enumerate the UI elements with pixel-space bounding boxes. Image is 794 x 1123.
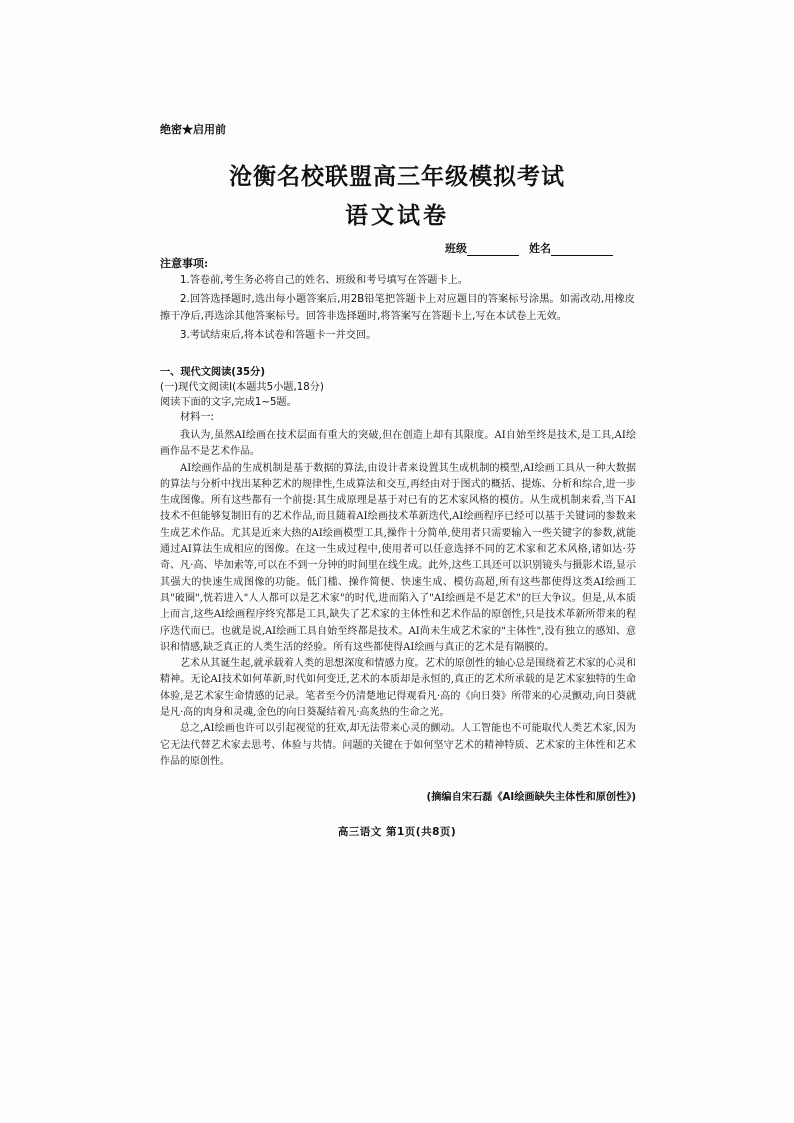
reading-passage (160, 428, 636, 770)
passage-paragraph: 艺术从其诞生起,就承载着人类的思想深度和情感力度。艺术的原创性的轴心总是围绕着艺术家的心灵和精神。无论AI技术如何革新,时代如何变迁,艺术的本质却是永恒的,真正的艺术所承载的是艺术家独特的生命体验,是艺术家生命情感的记录。笔者至今仍清楚地记得观看凡·高的《向日葵》所带来的心灵颤动,向日葵就是凡·高的肉身和灵魂,金色的向日葵凝结着凡·高炙热的生命之光。 (160, 658, 636, 719)
class-field (445, 240, 519, 256)
exam-title: 沧衡名校联盟高三年级模拟考试 (229, 163, 565, 190)
reading-section (160, 365, 635, 425)
passage-paragraph: AI绘画作品的生成机制是基于数据的算法,由设计者来设置其生成机制的模型,AI绘画工具从一种大数据的算法与分析中找出某种艺术的规律性,生成算法和交互,再经由对于图式的概括、提炼、分析和综合,进一步生成图像。所有这些都有一个前提:其生成原理是基于对已有的艺术家风格的模仿。从生成机制来看,当下AI技术不但能够复制旧有的艺术作品,而且随着AI绘画技术革新迭代,AI绘画程序已经可以基于关键词的参数来生成艺术作品。尤其是近来大热的AI绘画模型工具,操作十分简单,使用者只需要输入一些关键字的参数,就能通过AI算法生成相应的图像。在这一生成过程中,使用者可以任意选择不同的艺术家和艺术风格,诸如达·芬奇、凡·高、毕加索等,可以在不到一分钟的时间里在线生成。此外,这些工具还可以识别镜头与摄影术语,显示其强大的快速生成图像的功能。低门槛、操作简便、快速生成、模仿高超,所有这些都使得这类AI绘画工具"破圈",恍若进入"人人都可以是艺术家"的时代,进而陷入了"AI绘画是不是艺术"的巨大争议。但是,从本质上而言,这些AI绘画程序终究都是工具,缺失了艺术家的主体性和艺术作品的原创性,只是技术革新所带来的程序迭代而已。也就是说,AI绘画工具自始至终都是技术。AI尚未生成艺术家的"主体性",没有独立的感知、意识和情感,缺乏真正的人类生活的经验。所有这些都使得AI绘画与真正的艺术是有隔膜的。 (160, 462, 636, 653)
exam-subtitle: 语文试卷 (345, 202, 449, 229)
name-label: 姓名 (529, 242, 551, 255)
notice-item: 3.考试结束后,将本试卷和答题卡一并交回。 (180, 329, 377, 341)
passage-source: (摘编自宋石磊《AI绘画缺失主体性和原创性》) (426, 792, 636, 803)
class-blank (467, 245, 519, 256)
notice-item: 1.答卷前,考生务必将自己的姓名、班级和考号填写在答题卡上。 (180, 275, 469, 286)
notice-list (160, 272, 635, 345)
passage-paragraph: 我认为,虽然AI绘画在技术层面有重大的突破,但在创造上却有其限度。AI自始至终是技术,是工具,AI绘画作品不是艺术作品。 (160, 430, 636, 458)
name-field (529, 240, 613, 256)
section-heading: 一、现代文阅读(35分) (160, 367, 265, 378)
confidential-label: 绝密★启用前 (160, 123, 226, 136)
material-label: 材料一: (180, 412, 214, 423)
page-footer: 高三语文 第1页(共8页) (337, 826, 457, 838)
name-blank (551, 245, 613, 256)
section-instruction: 阅读下面的文字,完成1~5题。 (160, 397, 297, 408)
notice-heading: 注意事项: (160, 257, 209, 270)
section-subheading: (一)现代文阅读Ⅰ(本题共5小题,18分) (160, 382, 324, 393)
notice-item: 2.回答选择题时,选出每小题答案后,用2B铅笔把答题卡上对应题目的答案标号涂黑。如需改动,用橡皮擦干净后,再选涂其他答案标号。回答非选择题时,将答案写在答题卡上,写在本试卷上无效。 (160, 293, 635, 322)
class-label: 班级 (445, 242, 467, 255)
student-info-fields (445, 240, 613, 256)
passage-paragraph: 总之,AI绘画也许可以引起视觉的狂欢,却无法带来心灵的颤动。人工智能也不可能取代人类艺术家,因为它无法代替艺术家去思考、体验与共情。问题的关键在于如何坚守艺术的精神特质、艺术家的主体性和艺术作品的原创性。 (160, 723, 636, 767)
